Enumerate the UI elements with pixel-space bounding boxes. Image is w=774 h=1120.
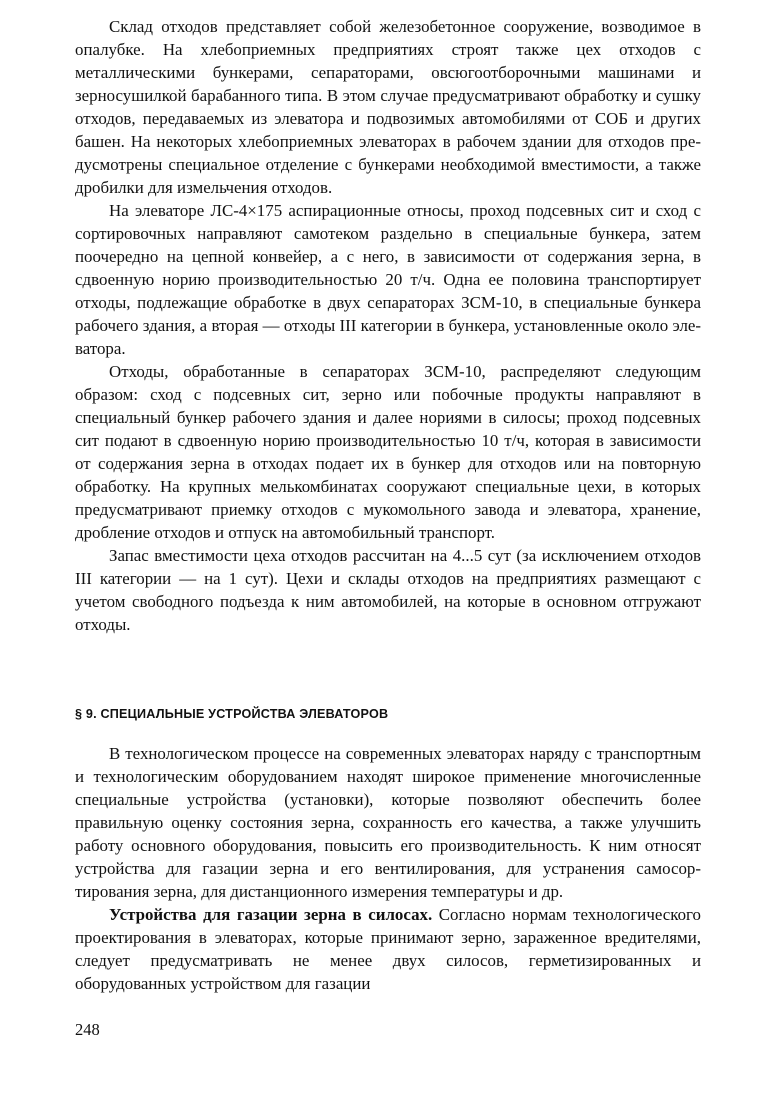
paragraph-gas-devices — [75, 903, 701, 995]
paragraph-lead-bold: Устройства для газации зерна в силосах. — [109, 905, 433, 924]
page-number: 248 — [75, 1020, 100, 1039]
paragraph-zsm-separators: Отходы, обработанные в сепараторах ЗСМ-10, распределяют следующим образом: сход с подсевных сит, зерно или побочные продукты направляют в специальный бункер рабочего здания и далее нориями в силосы; проход подсевных сит подают в сдвоенную норию производительностью 10 т/ч, которая в зависимости от содержания зерна в отходах подает их в бункер для отходов или на повторную обработку. На крупных мелькомбинатах сооружают специальные цехи, в которых предусматривают приемку отходов с мукомольного завода и элеватора, хранение, дробление отходов и отпуск на автомобильный транспорт. — [75, 362, 701, 542]
text-block-bottom — [75, 742, 701, 995]
text-block-top — [75, 15, 701, 636]
paragraph-waste-storage: Склад отходов представляет собой железобетонное сооружение, возводимое в опалубке. На хлебоприемных предприятиях строят также цех отходов с металлическими бункерами, сепараторами, овсюгоотборочными машинами и зерносушилкой барабанного типа. В этом случае предусматривают обработку и сушку отходов, передаваемых из элеватора и подвозимых автомобилями от СОБ и других башен. На некоторых хлебоприемных элеваторах в рабочем здании для отходов предусмотрены специальное отделение с бункерами необходимой вместимости, а также дробилки для измельчения отходов. — [75, 17, 701, 197]
section-heading: § 9. СПЕЦИАЛЬНЫЕ УСТРОЙСТВА ЭЛЕВАТОРОВ — [75, 707, 389, 721]
paragraph-intro: В технологическом процессе на современных элеваторах наряду с транспортным и технологическим оборудованием находят широкое применение многочисленные специальные устройства (установки), которые позволяют обеспечить более правильную оценку состояния зерна, сохранность его качества, а также улучшить работу основного оборудования, повысить его производительность. К ним относят устройства для газации зерна и его вентилирования, для устранения самосортирования зерна, для дистанционного измерения температуры и др. — [75, 744, 701, 901]
paragraph-elevator-ls: На элеваторе ЛС-4×175 аспирационные относы, проход подсевных сит и сход с сортировочных направляют самотеком раздельно в специальные бункера, затем поочередно на цепной конвейер, а с него, в зависимости от содержания зерна, в сдвоенную норию производительностью 20 т/ч. Одна ее половина транспортирует отходы, подлежащие обработке в двух сепараторах ЗСМ-10, в специальные бункера рабочего здания, а вторая — отходы III категории в бункера, установленные около элеватора. — [75, 201, 701, 358]
paragraph-gas-text: Согласно нормам технологического проектирования в элеваторах, которые принимают зерно, зараженное вредителями, следует предусматривать не менее двух силосов, герметизированных и оборудованных устройством для газации — [75, 905, 701, 993]
paragraph-storage-capacity: Запас вместимости цеха отходов рассчитан на 4...5 сут (за исключением отходов III категории — на 1 сут). Цехи и склады отходов на предприятиях размещают с учетом свободного подъезда к ним автомобилей, на которые в основном отгружают отходы. — [75, 546, 701, 634]
